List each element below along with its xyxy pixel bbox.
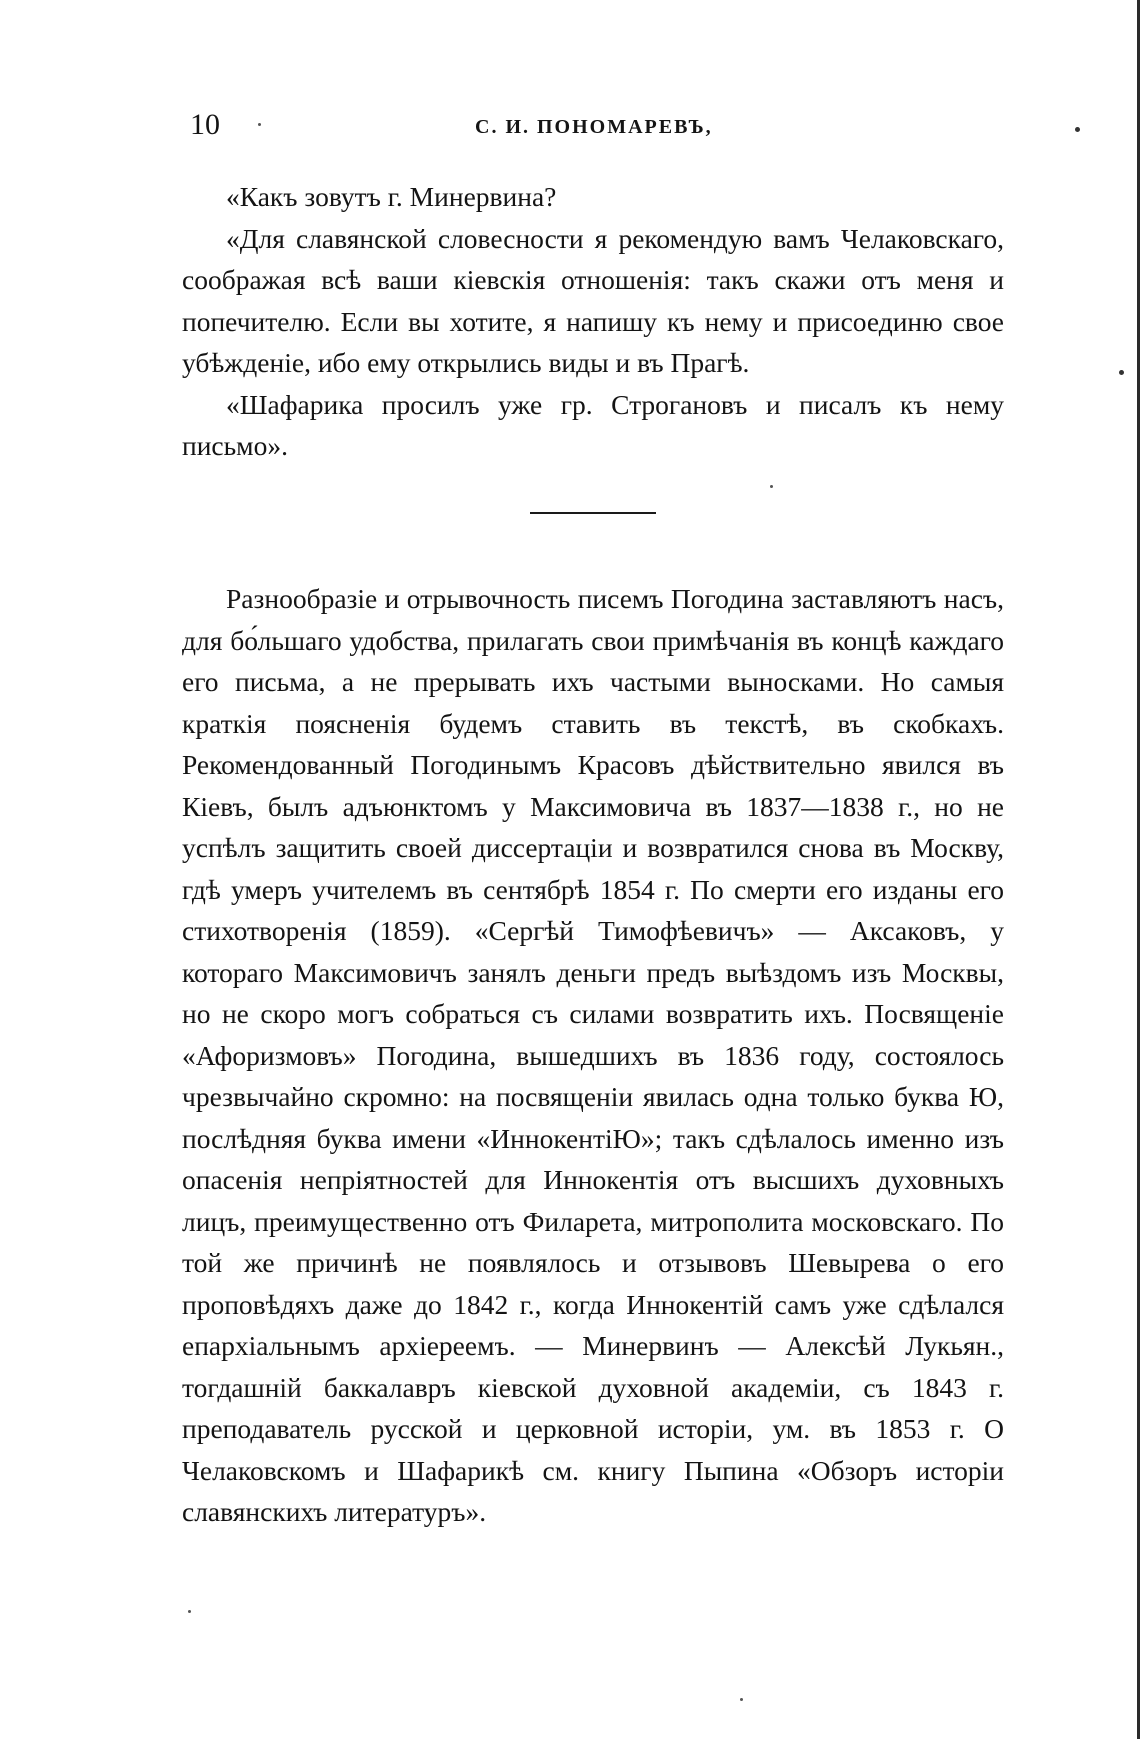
letter-paragraph: «Шафарика просилъ уже гр. Строгановъ и писалъ къ нему письмо». <box>182 388 1004 461</box>
commentary-notes <box>182 578 1004 1533</box>
letter-paragraph: «Для славянской словесности я рекомендую вамъ Челаковскаго, соображая всѣ ваши кіевскія отношенія: такъ скажи отъ меня и попечителю. Если вы хотите, я напишу къ нему и присоединю свое убѣжденіе, ибо ему открылись виды и въ Прагѣ. <box>182 222 1004 378</box>
commentary-paragraph: Разнообразіе и отрывочность писемъ Погодина заставляютъ насъ, для бо́льшаго удобства, прилагать свои примѣчанія въ концѣ каждаго его письма, а не прерывать ихъ частыми выносками. Но самыя краткія поясненія будемъ ставить въ текстѣ, въ скобкахъ. Рекомендованный Погодинымъ Красовъ дѣйствительно явился въ Кіевъ, былъ адъюнктомъ у Максимовича въ 1837—1838 г., но не успѣлъ защитить своей диссертаціи и возвратился снова въ Москву, гдѣ умеръ учителемъ въ сентябрѣ 1854 г. По смерти его изданы его стихотворенія (1859). «Сергѣй Тимофѣевичъ» — Аксаковъ, у котораго Максимовичъ занялъ деньги предъ выѣздомъ изъ Москвы, но не скоро могъ собраться съ силами возвратить ихъ. Посвященіе «Афоризмовъ» Погодина, вышедшихъ въ 1836 году, состоялось чрезвычайно скромно: на посвященіи явилась одна только буква Ю, послѣдняя буква имени «ИннокентіЮ»; такъ сдѣлалось именно изъ опасенія непріятностей для Иннокентія отъ высшихъ духовныхъ лицъ, преимущественно отъ Филарета, митрополита московскаго. По той же причинѣ не появлялось и отзывовъ Шевырева о его проповѣдяхъ даже до 1842 г., когда Иннокентій самъ уже сдѣлался епархіальнымъ архіереемъ. — Минервинъ — Алексѣй Лукьян., тогдашній баккалавръ кіевской духовной академіи, съ 1843 г. преподаватель русской и церковной исторіи, ум. въ 1853 г. О Челаковскомъ и Шафарикѣ см. книгу Пыпина «Обзоръ исторіи славянскихъ литературъ». <box>182 583 1004 1527</box>
page-header <box>190 108 910 148</box>
scan-speck <box>188 1610 191 1613</box>
scan-speck <box>740 1698 743 1701</box>
letter-excerpt <box>182 176 1004 467</box>
scan-speck <box>1075 127 1080 132</box>
section-divider <box>530 512 656 514</box>
scan-speck <box>1119 370 1124 375</box>
scan-speck <box>770 485 773 488</box>
page-number: 10 <box>190 108 220 141</box>
running-head: С. И. ПОНОМАРЕВЪ, <box>475 116 713 138</box>
letter-paragraph: «Какъ зовутъ г. Минервина? <box>226 181 557 212</box>
scan-speck <box>258 123 261 126</box>
